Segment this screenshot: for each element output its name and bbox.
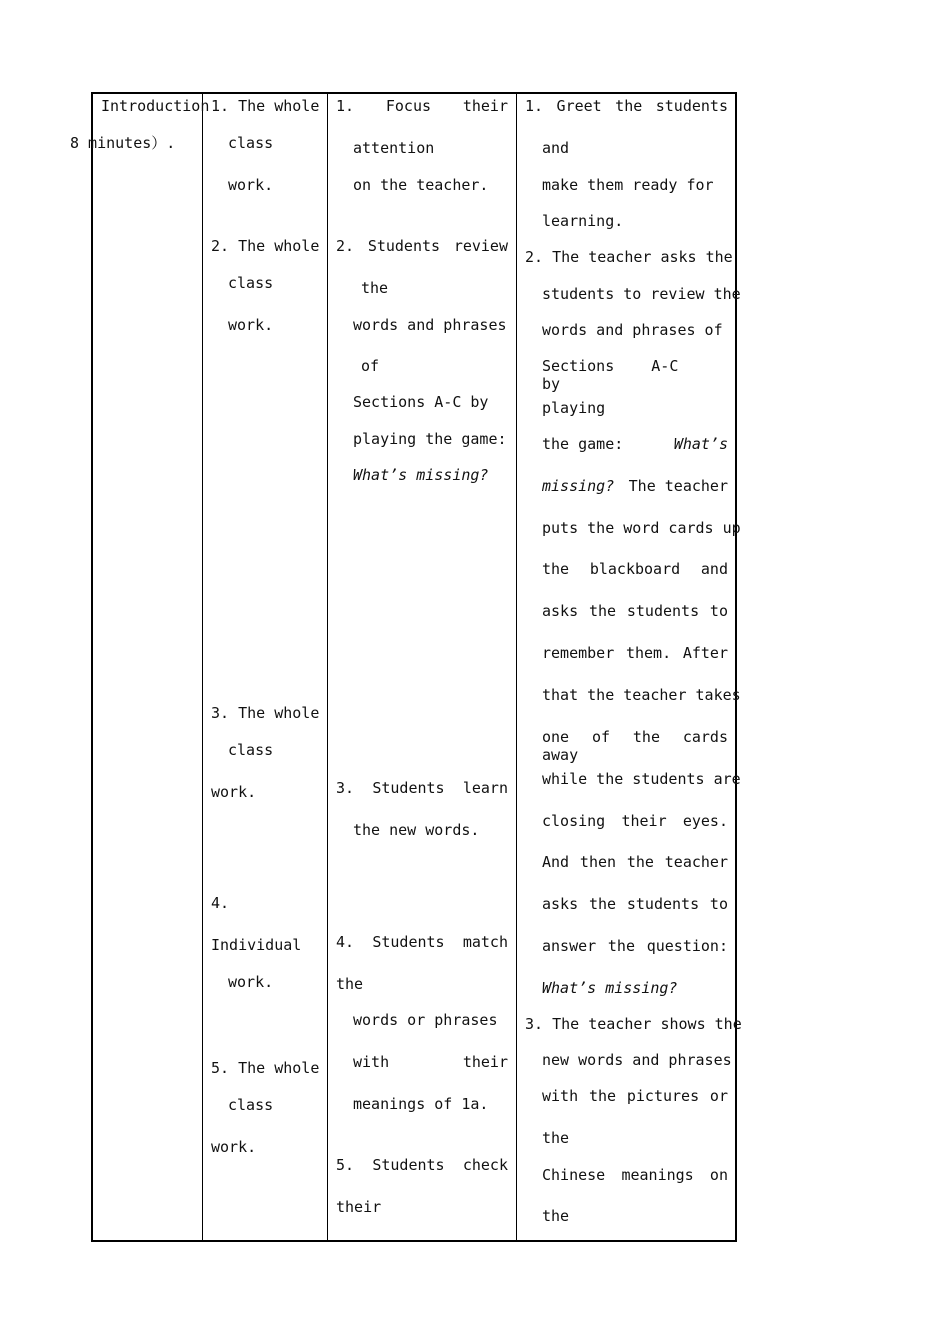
- teacher-activity-line: asks the students to: [542, 895, 728, 913]
- student-activity-3-line: 3. Students learn: [336, 779, 508, 797]
- pattern-1-line: 1. The whole: [211, 97, 320, 115]
- student-activity-1-line: attention: [353, 139, 435, 157]
- stage-duration: 8 minutes）.: [70, 134, 176, 152]
- teacher-activity-question: What’s missing?: [542, 979, 678, 997]
- teacher-activity-line: the: [542, 1207, 570, 1225]
- pattern-2-line: class: [228, 274, 274, 292]
- pattern-1-line: class: [228, 134, 274, 152]
- student-activity-5-line: their: [336, 1198, 382, 1216]
- teacher-activity-line: make them ready for: [542, 176, 714, 194]
- teacher-activity-line: 3. The teacher shows the: [525, 1015, 742, 1033]
- pattern-5-line: 5. The whole: [211, 1059, 320, 1077]
- pattern-3-line: 3. The whole: [211, 704, 320, 722]
- teacher-activity-line: and: [542, 139, 570, 157]
- teacher-activity-line: puts the word cards up: [542, 519, 741, 537]
- teacher-activity-line: that the teacher takes: [542, 686, 741, 704]
- student-activity-4-line: 4. Students match: [336, 933, 508, 951]
- pattern-5-line: work.: [211, 1138, 257, 1156]
- student-activity-1-line: on the teacher.: [353, 176, 489, 194]
- teacher-activity-line: missing? The teacher: [542, 477, 728, 495]
- teacher-activity-line: 1. Greet the students: [525, 97, 728, 115]
- student-activity-1-line: 1. Focus their: [336, 97, 508, 115]
- teacher-activity-line: answer the question:: [542, 937, 728, 955]
- teacher-activity-line: asks the students to: [542, 602, 728, 620]
- student-activity-4-line: meanings of 1a.: [353, 1095, 489, 1113]
- teacher-activity-line: with the pictures or: [542, 1087, 728, 1105]
- student-activity-3-line: the new words.: [353, 821, 480, 839]
- teacher-activity-line: learning.: [542, 212, 624, 230]
- teacher-activity-line: the game: What’s: [542, 435, 728, 453]
- student-activity-2-line: words and phrases: [353, 316, 507, 334]
- pattern-3-line: work.: [211, 783, 257, 801]
- pattern-4-line: Individual: [211, 936, 302, 954]
- game-name: What’s missing?: [353, 466, 489, 484]
- student-activity-5-line: 5. Students check: [336, 1156, 508, 1174]
- pattern-1-line: work.: [228, 176, 274, 194]
- column-divider-1: [202, 92, 203, 1242]
- pattern-4-line: work.: [228, 973, 274, 991]
- teacher-activity-line: playing: [542, 399, 606, 417]
- pattern-4-line: 4.: [211, 894, 230, 912]
- student-activity-2-line: of: [361, 357, 380, 375]
- teacher-activity-line: 2. The teacher asks the: [525, 248, 733, 266]
- teacher-activity-line: students to review the: [542, 285, 741, 303]
- pattern-2-line: work.: [228, 316, 274, 334]
- teacher-activity-line: closing their eyes.: [542, 812, 728, 830]
- student-activity-4-line: the: [336, 975, 364, 993]
- teacher-activity-line: words and phrases of: [542, 321, 723, 339]
- student-activity-2-line: 2. Students review: [336, 237, 508, 255]
- column-divider-2: [327, 92, 328, 1242]
- teacher-activity-line: new words and phrases: [542, 1051, 732, 1069]
- student-activity-2-line: the: [361, 279, 389, 297]
- student-activity-2-line: Sections A-C by: [353, 393, 489, 411]
- teacher-activity-line: Chinese meanings on: [542, 1166, 728, 1184]
- teacher-activity-line: remember them. After: [542, 644, 728, 662]
- teacher-activity-line: while the students are: [542, 770, 741, 788]
- column-divider-3: [516, 92, 517, 1242]
- student-activity-2-line: playing the game:: [353, 430, 507, 448]
- pattern-2-line: 2. The whole: [211, 237, 320, 255]
- teacher-activity-line: one of the cards away: [542, 728, 728, 764]
- teacher-activity-line: And then the teacher: [542, 853, 728, 871]
- stage-label: Introduction: [101, 97, 210, 115]
- pattern-5-line: class: [228, 1096, 274, 1114]
- teacher-activity-line: the: [542, 1129, 570, 1147]
- pattern-3-line: class: [228, 741, 274, 759]
- student-activity-4-line: words or phrases: [353, 1011, 498, 1029]
- student-activity-4-line: with their: [353, 1053, 508, 1071]
- teacher-activity-line: the blackboard and: [542, 560, 728, 578]
- teacher-activity-line: Sections A-C by: [542, 357, 679, 393]
